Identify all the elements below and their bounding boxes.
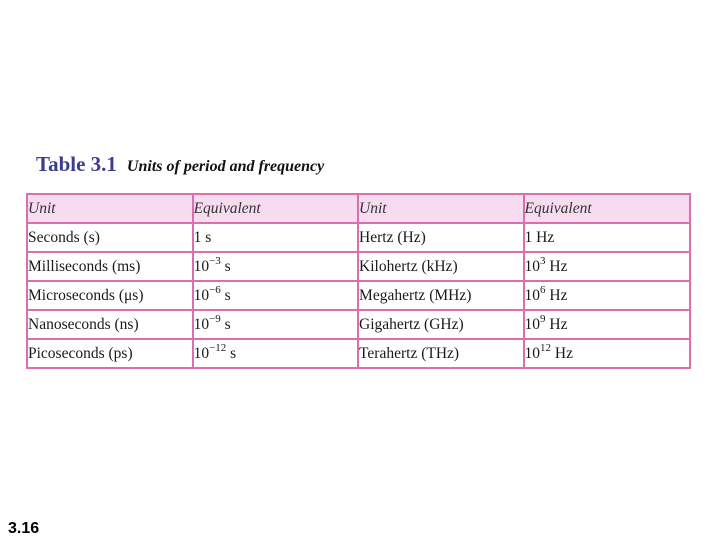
- frequency-unit-cell: Gigahertz (GHz): [358, 310, 523, 339]
- frequency-unit-cell: Terahertz (THz): [358, 339, 523, 368]
- period-equivalent-cell: [193, 223, 358, 252]
- frequency-unit-cell: Kilohertz (kHz): [358, 252, 523, 281]
- frequency-suffix: Hz: [545, 315, 568, 333]
- frequency-equivalent-cell: [524, 310, 690, 339]
- period-base: 10: [193, 315, 210, 333]
- frequency-suffix: Hz: [545, 286, 568, 304]
- table-row: [27, 339, 690, 368]
- frequency-equivalent-cell: [524, 281, 690, 310]
- table-row: [27, 252, 690, 281]
- period-unit-cell: Nanoseconds (ns): [27, 310, 193, 339]
- table-row: [27, 281, 690, 310]
- frequency-exponent: 9: [540, 312, 546, 325]
- frequency-base: 10: [524, 344, 541, 362]
- period-exponent: −12: [209, 341, 227, 354]
- frequency-equivalent-cell: [524, 339, 690, 368]
- frequency-exponent: 12: [540, 341, 552, 354]
- frequency-unit-cell: Megahertz (MHz): [358, 281, 523, 310]
- period-base: 10: [193, 286, 210, 304]
- frequency-base: 10: [524, 286, 541, 304]
- frequency-base: 10: [524, 315, 541, 333]
- period-base: 1 s: [193, 228, 212, 246]
- period-unit-cell: Picoseconds (ps): [27, 339, 193, 368]
- frequency-base: 1 Hz: [524, 228, 555, 246]
- period-base: 10: [193, 257, 210, 275]
- table-row: [27, 310, 690, 339]
- period-equivalent-cell: [193, 310, 358, 339]
- period-exponent: −6: [209, 283, 221, 296]
- period-base: 10: [193, 344, 210, 362]
- period-suffix: s: [220, 315, 231, 333]
- period-unit-cell: Milliseconds (ms): [27, 252, 193, 281]
- table-row: [27, 223, 690, 252]
- frequency-suffix: Hz: [545, 257, 568, 275]
- column-header-period-equivalent: Equivalent: [193, 194, 358, 223]
- table-number: Table 3.1: [36, 152, 117, 176]
- frequency-exponent: 6: [540, 283, 546, 296]
- slide-number: 3.16: [8, 520, 40, 537]
- period-exponent: −9: [209, 312, 221, 325]
- frequency-exponent: 3: [540, 254, 546, 267]
- table-title: Units of period and frequency: [126, 158, 325, 175]
- period-unit-cell: Seconds (s): [27, 223, 193, 252]
- units-table: [26, 193, 691, 369]
- table-caption: [36, 152, 324, 177]
- frequency-unit-cell: Hertz (Hz): [358, 223, 523, 252]
- period-equivalent-cell: [193, 281, 358, 310]
- frequency-equivalent-cell: [524, 252, 690, 281]
- header-row: [27, 194, 690, 223]
- period-suffix: s: [220, 286, 231, 304]
- period-suffix: s: [226, 344, 237, 362]
- period-unit-cell: Microseconds (μs): [27, 281, 193, 310]
- frequency-base: 10: [524, 257, 541, 275]
- period-exponent: −3: [209, 254, 221, 267]
- column-header-frequency-unit: Unit: [358, 194, 523, 223]
- column-header-frequency-equivalent: Equivalent: [524, 194, 690, 223]
- column-header-period-unit: Unit: [27, 194, 193, 223]
- period-suffix: s: [220, 257, 231, 275]
- frequency-equivalent-cell: [524, 223, 690, 252]
- period-equivalent-cell: [193, 252, 358, 281]
- frequency-suffix: Hz: [551, 344, 573, 362]
- period-equivalent-cell: [193, 339, 358, 368]
